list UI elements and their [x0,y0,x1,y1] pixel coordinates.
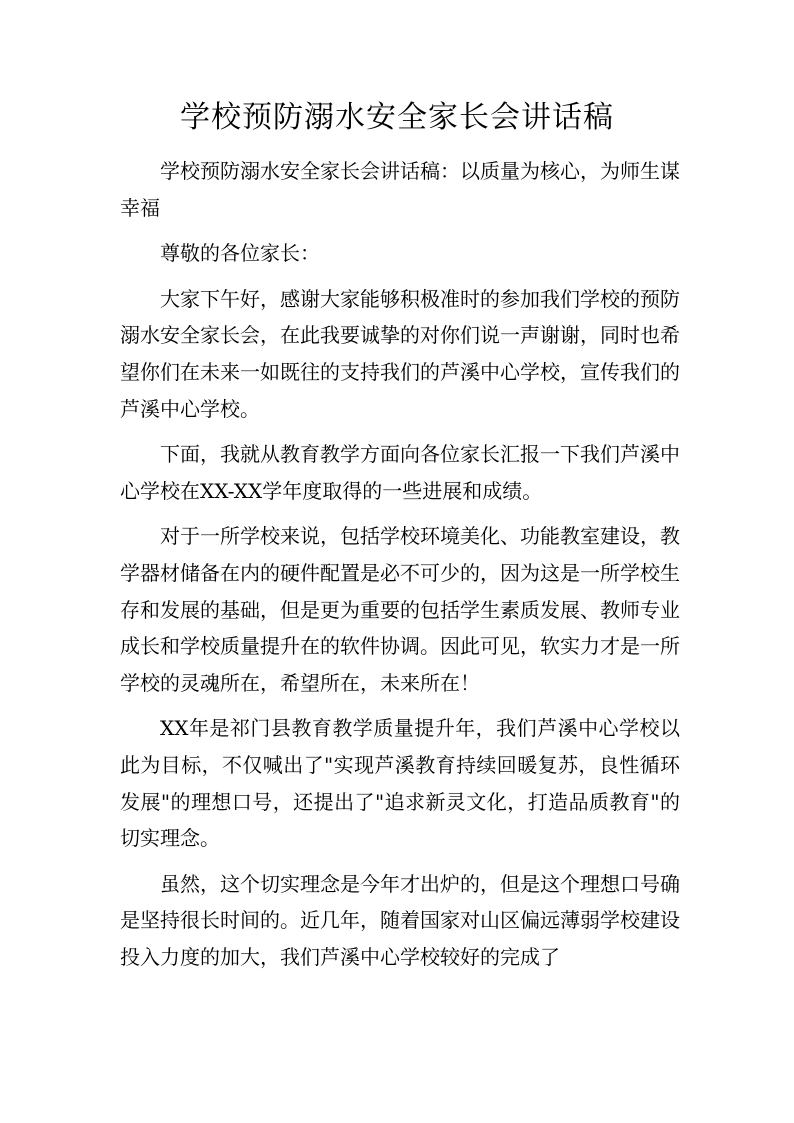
paragraph-salutation: 尊敬的各位家长： [160,241,320,266]
paragraph-concept: 虽然，这个切实理念是今年才出炉的，但是这个理想口号确是坚持很长时间的。近几年，随着国家对山区偏远薄弱学校建设投入力度的加大，我们芦溪中心学校较好的完成了 [120,871,680,969]
paragraph-intro: 学校预防溺水安全家长会讲话稿：以质量为核心，为师生谋幸福 [120,159,680,220]
document-title: 学校预防溺水安全家长会讲话稿 [180,100,614,135]
paragraph-goal: XX年是祁门县教育教学质量提升年，我们芦溪中心学校以此为目标，不仅喊出了"实现芦溪教育持续回暖复苏，良性循环发展"的理想口号，还提出了"追求新灵文化，打造品质教育"的切实理念。 [120,716,680,851]
document-body [120,153,680,975]
paragraph-greeting: 大家下午好，感谢大家能够积极准时的参加我们学校的预防溺水安全家长会，在此我要诚挚的对你们说一声谢谢，同时也希望你们在未来一如既往的支持我们的芦溪中心学校，宣传我们的芦溪中心学校。 [120,286,680,421]
paragraph-soft-power: 对于一所学校来说，包括学校环境美化、功能教室建设，教学器材储备在内的硬件配置是必不可少的，因为这是一所学校生存和发展的基础，但是更为重要的包括学生素质发展、教师专业成长和学校质量提升在的软件协调。因此可见，软实力才是一所学校的灵魂所在，希望所在，未来所在！ [120,524,680,695]
paragraph-report: 下面，我就从教育教学方面向各位家长汇报一下我们芦溪中心学校在XX-XX学年度取得的一些进展和成绩。 [120,442,680,503]
